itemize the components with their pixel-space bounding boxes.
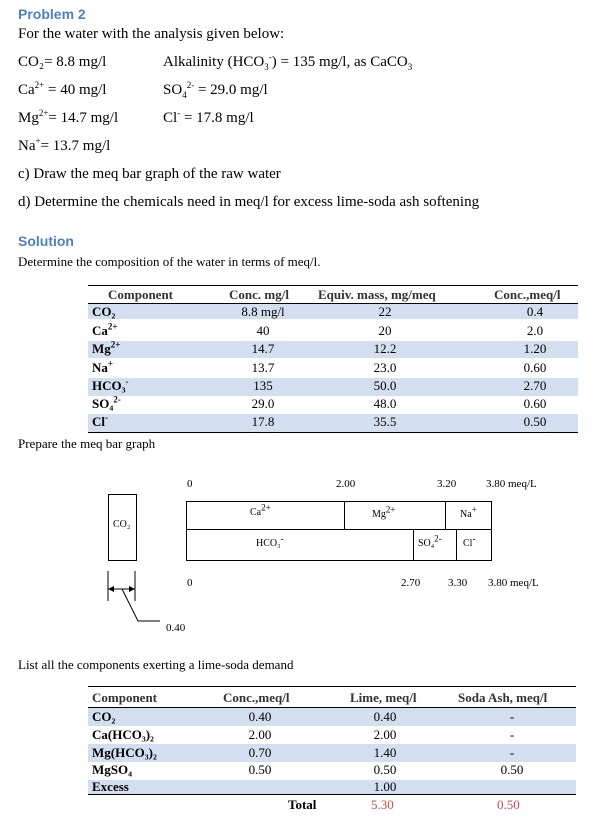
table1-conc-cell: 17.8 (251, 414, 275, 429)
table2-soda-cell: - (509, 745, 515, 760)
anion-divider-2 (456, 529, 457, 560)
anion-so4: SO₄$^{2-}$ (418, 533, 442, 549)
table1-band-5 (88, 378, 578, 396)
list-caption: List all the components exerting a lime-soda demand (18, 657, 294, 672)
cation-na: Na+ (460, 504, 477, 520)
co2-width-value: 0.40 (166, 622, 186, 634)
cation-divider-2 (445, 501, 446, 530)
given-co2: CO₂= 8.8 mg/l (18, 54, 107, 70)
bottom-axis-3-8: 3.80 meq/L (488, 577, 539, 589)
total-label: Total (288, 797, 317, 812)
table1-component-cell: Cl- (92, 412, 108, 429)
problem-title: Problem 2 (18, 6, 86, 22)
table2-header-conc: Conc.,meq/l (223, 690, 290, 705)
table1-bottom-rule (88, 432, 578, 433)
table2-conc-cell: 0.70 (248, 745, 272, 760)
table1-component-cell: $Ca^{2+}$ (92, 321, 118, 338)
table1-band-7 (88, 414, 578, 432)
anion-cl: Cl- (463, 533, 476, 549)
given-mg: $Mg^{2+}= 14.7$ mg/l (18, 108, 119, 126)
table1-component-cell: SO₄$^{2-}$ (92, 394, 121, 411)
top-axis-0: 0 (187, 478, 193, 490)
table1-conc-cell: 135 (253, 378, 273, 393)
table1-component-cell: HCO₃- (92, 376, 129, 393)
anion-divider-1 (413, 529, 414, 560)
table1-conc-cell: 13.7 (251, 360, 275, 375)
task-d: d) Determine the chemicals need in meq/l for excess lime-soda ash softening (18, 194, 480, 210)
bottom-axis-2-7: 2.70 (401, 577, 421, 589)
table2-conc-cell: 2.00 (248, 727, 272, 742)
table1-equiv-cell: 23.0 (373, 360, 397, 375)
table1-equiv-cell: 50.0 (373, 378, 397, 393)
table1-band-1 (88, 304, 578, 319)
solution-intro: Determine the composition of the water in terms of meq/l. (18, 254, 321, 269)
given-so4: $SO_4^{2-} = 29.0$ mg/l (163, 80, 268, 100)
table2-component-cell: Ca(HCO₃)₂ (92, 727, 154, 742)
table2-soda-cell: 0.50 (500, 762, 524, 777)
table2-conc-cell: 0.40 (248, 709, 272, 724)
table1-meq-cell: 1.20 (523, 341, 547, 356)
table1-meq-cell: 0.50 (523, 414, 547, 429)
table2-top-rule (88, 686, 576, 687)
table1-component-cell: CO₂ (92, 304, 116, 319)
table1-top-rule (88, 285, 578, 286)
table1-band-3 (88, 341, 578, 358)
table1-header-component: Component (108, 287, 174, 302)
anion-hco3: HCO₃- (256, 533, 284, 549)
given-cl: Cl- = 17.8 mg/l (163, 108, 254, 126)
table2-lime-cell: 1.40 (373, 745, 397, 760)
solution-title: Solution (18, 233, 74, 249)
table1-conc-cell: 40 (256, 323, 270, 338)
table1-meq-cell: 2.70 (523, 378, 547, 393)
table2-component-cell: Mg(HCO₃)₂ (92, 745, 157, 760)
table1-meq-cell: 0.60 (523, 360, 547, 375)
total-lime: 5.30 (371, 797, 394, 812)
table1-equiv-cell: 48.0 (373, 396, 397, 411)
table1-header-meq: Conc.,meq/l (494, 287, 561, 302)
table2-header-lime: Lime, meq/l (350, 690, 417, 705)
bottom-axis-0: 0 (187, 577, 193, 589)
table1-component-cell: Na+ (92, 358, 114, 375)
table2-conc-cell: 0.50 (248, 762, 272, 777)
table1-component-cell: $Mg^{2+}$ (92, 339, 121, 356)
table1-header-conc: Conc. mg/l (229, 287, 289, 302)
table1-conc-cell: 29.0 (251, 396, 275, 411)
cation-divider-1 (344, 501, 345, 530)
table1-conc-cell: 14.7 (251, 341, 275, 356)
table2-component-cell: Excess (92, 779, 129, 794)
table1-equiv-cell: 35.5 (373, 414, 397, 429)
top-axis-3-2: 3.20 (437, 478, 457, 490)
cation-mg: $Mg^{2+}$ (372, 504, 396, 520)
table2-lime-cell: 1.00 (373, 779, 397, 794)
table2-component-cell: MgSO₄ (92, 762, 133, 777)
table2-total-rule (88, 794, 576, 795)
given-ca: $Ca^{2+} = 40$ mg/l (18, 80, 107, 98)
total-soda: 0.50 (497, 797, 520, 812)
cation-bar (186, 501, 492, 531)
table2-header-soda: Soda Ash, meq/l (458, 690, 548, 705)
table2-soda-cell: - (509, 727, 515, 742)
table1-conc-cell: 8.8 mg/l (241, 304, 285, 319)
problem-intro: For the water with the analysis given below: (18, 26, 285, 42)
top-axis-3-8: 3.80 meq/L (486, 478, 537, 490)
table1-meq-cell: 0.4 (526, 304, 544, 319)
table2-band-5 (88, 780, 576, 794)
given-alkalinity: Alkalinity $(HCO_3^-) = 135$ mg/l, as CaCO$_3$ (163, 52, 413, 72)
table2-lime-cell: 0.40 (373, 709, 397, 724)
table2-component-cell: CO₂ (92, 709, 116, 724)
table1-equiv-cell: 22 (378, 304, 392, 319)
anion-bar (186, 529, 492, 561)
table2-soda-cell: - (509, 709, 515, 724)
table1-equiv-cell: 20 (378, 323, 392, 338)
given-na: Na+= 13.7 mg/l (18, 136, 111, 154)
top-axis-2: 2.00 (336, 478, 356, 490)
table2-lime-cell: 2.00 (373, 727, 397, 742)
cation-ca: $Ca^{2+}$ (250, 502, 271, 518)
task-c: c) Draw the meq bar graph of the raw water (18, 166, 281, 182)
table2-lime-cell: 0.50 (373, 762, 397, 777)
table1-meq-cell: 0.60 (523, 396, 547, 411)
table2-header-component: Component (92, 690, 158, 705)
table1-header-equiv: Equiv. mass, mg/meq (318, 287, 436, 302)
table1-equiv-cell: 12.2 (373, 341, 397, 356)
bottom-axis-3-3: 3.30 (448, 577, 468, 589)
bar-graph-caption: Prepare the meq bar graph (18, 436, 156, 451)
table1-meq-cell: 2.0 (526, 323, 544, 338)
co2-label: CO₂ (113, 519, 131, 530)
